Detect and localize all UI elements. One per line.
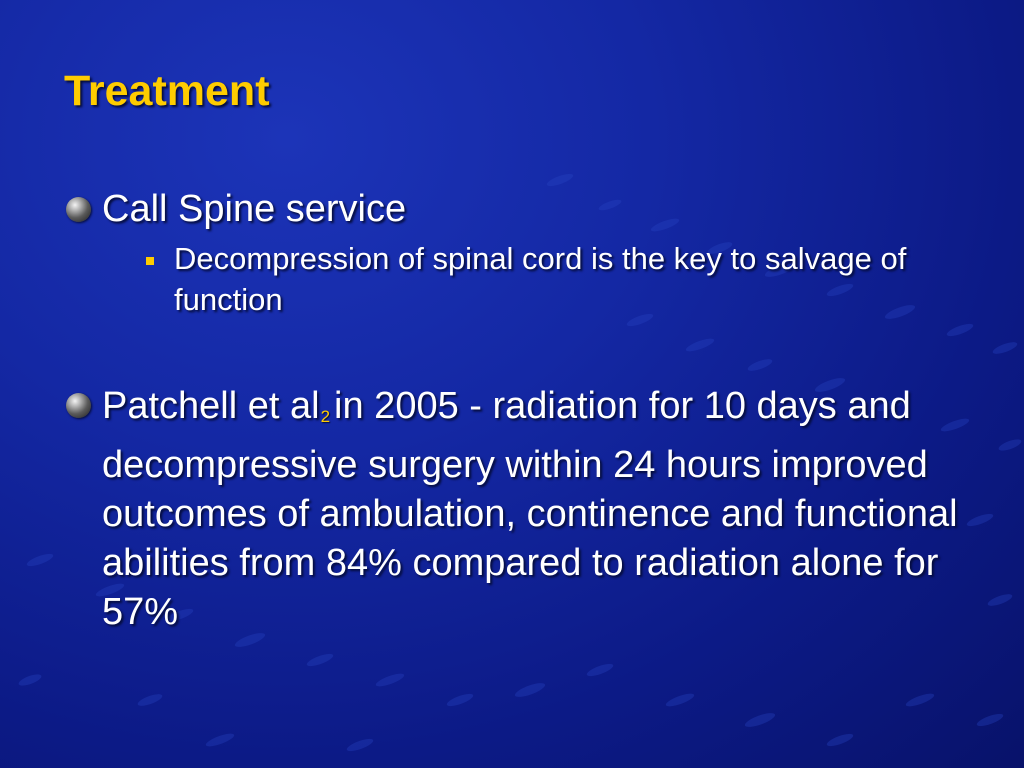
- bullet-item-call-spine-service: [62, 185, 982, 234]
- spacer: [62, 320, 982, 382]
- bullet-text-start: Patchell et al: [102, 385, 320, 427]
- sub-bullet-item-decompression: [146, 238, 944, 320]
- slide-content: [62, 185, 982, 637]
- slide-title: Treatment: [64, 67, 270, 115]
- sphere-bullet-icon: [66, 197, 91, 222]
- bullet-text-rest: in 2005 - radiation for 10 days and decompressive surgery within 24 hours improved outcomes of ambulation, continence and functional abilities from 84% compared to radiation alone for 57%: [102, 385, 958, 633]
- bullet-text: Call Spine service: [102, 188, 407, 230]
- square-bullet-icon: [146, 257, 154, 265]
- bullet-item-patchell-study: [62, 382, 972, 637]
- sub-bullet-text: Decompression of spinal cord is the key to salvage of function: [174, 241, 907, 317]
- reference-superscript: 2: [320, 407, 331, 426]
- sphere-bullet-icon: [66, 393, 91, 418]
